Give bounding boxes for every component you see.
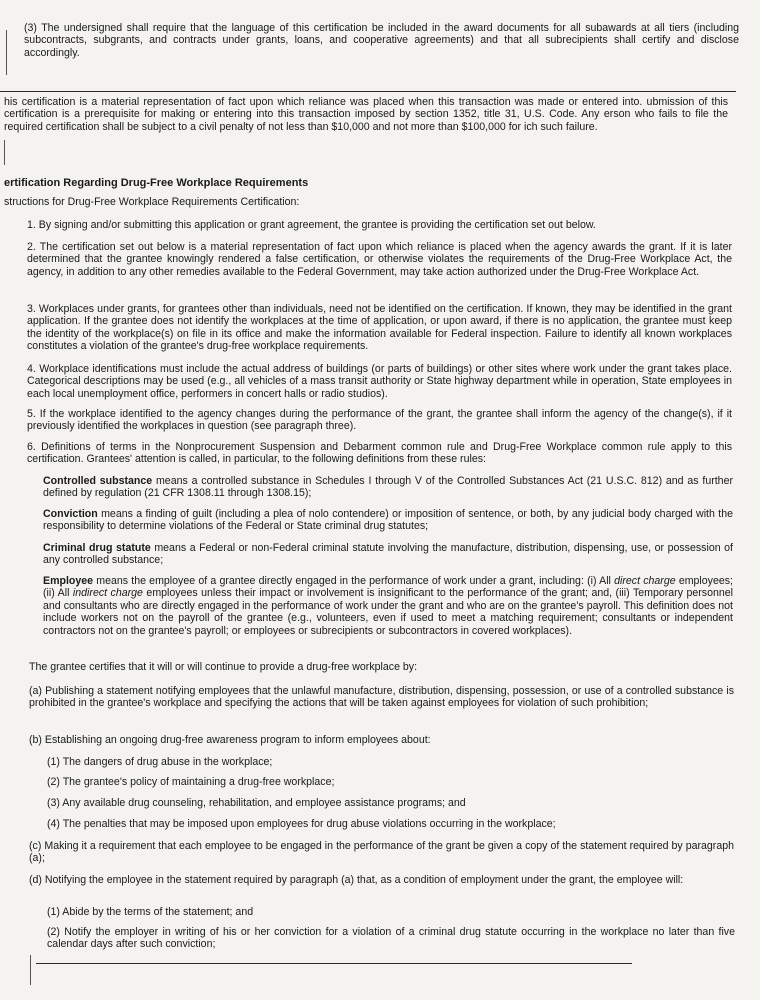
scan-margin-line xyxy=(30,955,31,985)
definition-text: means a finding of guilt (including a plea of nolo contendere) or imposition of sentence, or both, by any judicial body charged with the responsibility to determine violations of the Federal or State criminal drug statutes; xyxy=(43,508,733,533)
paragraph-a: (a) Publishing a statement notifying employees that the unlawful manufacture, distribution, dispensing, possession, or use of a controlled substance is prohibited in the grantee's workplace and specifying the actions that will be taken against employees for violation of such prohibition; xyxy=(29,685,734,710)
paragraph-d-item-2: (2) Notify the employer in writing of his or her conviction for a violation of a criminal drug statute occurring in the workplace no later than five calendar days after such conviction; xyxy=(47,926,735,951)
instruction-item-3: 3. Workplaces under grants, for grantees other than individuals, need not be identified on the certification. If known, they may be identified in the grant application. If the grantee does not identify the workplaces at the time of application, or upon award, if there is no application, the grantee must keep the identity of the workplace(s) on file in its office and make the information available for Federal inspection. Failure to identify all known workplaces constitutes a violation of the grantee's drug-free workplace requirements. xyxy=(27,303,732,353)
paragraph-c: (c) Making it a requirement that each employee to be engaged in the performance of the grant be given a copy of the statement required by paragraph (a); xyxy=(29,840,734,865)
definition-criminal-drug-statute xyxy=(43,542,733,567)
definition-italic-term: direct charge xyxy=(614,575,676,587)
section-heading: ertification Regarding Drug-Free Workplace Requirements xyxy=(4,177,309,189)
definition-employee xyxy=(43,575,733,637)
instruction-item-1: 1. By signing and/or submitting this application or grant agreement, the grantee is providing the certification set out below. xyxy=(27,219,596,231)
paragraph-b-item-1: (1) The dangers of drug abuse in the workplace; xyxy=(47,756,273,768)
paragraph-b-item-3: (3) Any available drug counseling, rehabilitation, and employee assistance programs; and xyxy=(47,797,466,809)
instruction-item-5: 5. If the workplace identified to the agency changes during the performance of the grant, the grantee shall inform the agency of the change(s), if it previously identified the workplaces in question (see paragraph three). xyxy=(27,408,732,433)
instructions-heading: structions for Drug-Free Workplace Requirements Certification: xyxy=(4,196,300,208)
footer-divider xyxy=(36,963,632,964)
definition-italic-term: indirect charge xyxy=(72,587,143,600)
definition-text: means the employee of a grantee directly engaged in the performance of work under a grant, including: (i) All xyxy=(93,575,615,587)
paragraph-b: (b) Establishing an ongoing drug-free awareness program to inform employees about: xyxy=(29,734,431,746)
grantee-certifies-statement: The grantee certifies that it will or will continue to provide a drug-free workplace by: xyxy=(29,661,418,673)
instruction-item-4: 4. Workplace identifications must include the actual address of buildings (or parts of buildings) or other sites where work under the grant takes place. Categorical descriptions may be used (e.g., all vehicles of a mass transit authority or State highway department while in operation, State employees in each local unemployment office, performers in concert halls or radio studios). xyxy=(27,363,732,400)
paragraph-d-item-1: (1) Abide by the terms of the statement; and xyxy=(47,906,254,918)
paragraph-b-item-4: (4) The penalties that may be imposed upon employees for drug abuse violations occurring in the workplace; xyxy=(47,818,556,830)
scan-margin-line xyxy=(4,140,5,165)
definition-text: employees unless their impact or involvement is insignificant to the performance of the grant; and, (iii) Temporary personnel and consultants who are directly engaged in the performance of work under the grant and who are on the grantee's payroll. This definition does not include workers not on the payroll of the grantee (e.g., volunteers, even if used to meet a matching requirement; consultants or independent contractors not on the grantee's payroll; or employees or subrecipients or subcontractors in covered workplaces). xyxy=(43,587,733,637)
definition-term: Conviction xyxy=(43,508,98,520)
definition-text: means a controlled substance in Schedules I through V of the Controlled Substances Act (21 U.S.C. 812) and as further defined by regulation (21 CFR 1308.11 through 1308.15); xyxy=(43,475,733,500)
paragraph-b-item-2: (2) The grantee's policy of maintaining a drug-free workplace; xyxy=(47,776,335,788)
instruction-item-6: 6. Definitions of terms in the Nonprocurement Suspension and Debarment common rule and Drug-Free Workplace common rule apply to this certification. Grantees' attention is called, in particular, to the following definitions from these rules: xyxy=(27,441,732,466)
instruction-item-2: 2. The certification set out below is a material representation of fact upon which reliance is placed when the agency awards the grant. If it is later determined that the grantee knowingly rendered a false certification, or otherwise violates the requirements of the Drug-Free Workplace Act, the agency, in addition to any other remedies available to the Federal Government, may take action authorized under the Drug-Free Workplace Act. xyxy=(27,241,732,278)
definition-conviction xyxy=(43,508,733,533)
material-representation-paragraph: his certification is a material representation of fact upon which reliance was placed when this transaction was made or entered into. ubmission of this certification is a prerequisite for making or entering into this transaction imposed by section 1352, title 31, U.S. Code. Any erson who fails to file the required certification shall be subject to a civil penalty of not less than $10,000 and not more than $100,000 for ich such failure. xyxy=(4,96,728,133)
definition-term: Employee xyxy=(43,575,94,587)
definition-term: Criminal drug statute xyxy=(43,542,151,554)
definition-controlled-substance xyxy=(43,475,733,500)
definition-text: means a Federal or non-Federal criminal statute involving the manufacture, distribution, dispensing, use, or possession of any controlled substance; xyxy=(43,542,733,567)
paragraph-d: (d) Notifying the employee in the statement required by paragraph (a) that, as a condition of employment under the grant, the employee will: xyxy=(29,874,684,886)
scan-margin-line xyxy=(6,30,7,75)
definition-text: employees; (ii) All xyxy=(43,575,733,600)
top-paragraph: (3) The undersigned shall require that the language of this certification be included in the award documents for all subawards at all tiers (including subcontracts, subgrants, and contracts under grants, loans, and cooperative agreements) and that all subrecipients shall certify and disclose accordingly. xyxy=(24,22,739,59)
section-divider xyxy=(0,91,736,92)
definition-term: Controlled substance xyxy=(43,475,153,487)
